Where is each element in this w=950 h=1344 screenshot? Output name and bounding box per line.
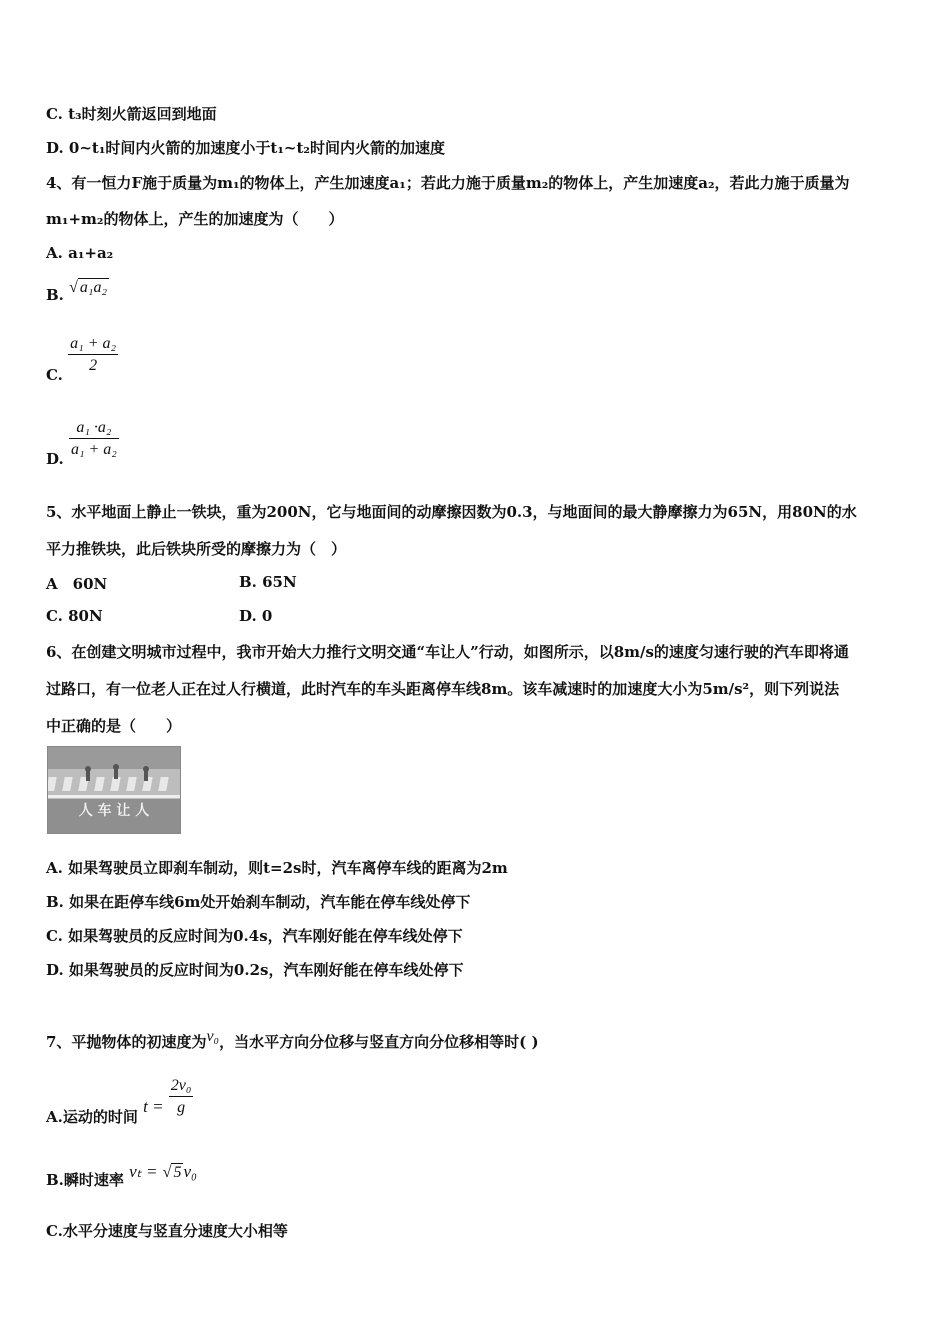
option-label: A. bbox=[46, 244, 63, 262]
option-value: a₁+a₂ bbox=[68, 244, 114, 262]
q6-stem-line3: 中正确的是（ ） bbox=[46, 717, 182, 735]
q7-option-a bbox=[46, 1076, 193, 1127]
q6-option-a: A. 如果驾驶员立即刹车制动，则t=2s时，汽车离停车线的距离为2m bbox=[46, 859, 508, 877]
q5-stem-line1: 5、水平地面上静止一铁块，重为200N，它与地面间的动摩擦因数为0.3，与地面间的最大静摩擦力为65N，用80N的水 bbox=[46, 503, 857, 521]
option-text: B.瞬时速率 bbox=[46, 1171, 124, 1189]
fraction bbox=[169, 1076, 194, 1119]
q6-option-b: B. 如果在距停车线6m处开始刹车制动，汽车能在停车线处停下 bbox=[46, 893, 471, 911]
q7-stem bbox=[46, 1028, 539, 1052]
q7-option-b bbox=[46, 1162, 197, 1190]
numerator: a₁ ·a₂ bbox=[69, 418, 119, 439]
q3-option-c: C. t₃时刻火箭返回到地面 bbox=[46, 105, 217, 123]
stem-text: 7、平抛物体的初速度为 bbox=[46, 1033, 207, 1051]
numerator: a₁ + a₂ bbox=[68, 334, 118, 355]
initial-velocity-symbol: v₀ bbox=[206, 1028, 220, 1045]
denominator: 2 bbox=[89, 357, 98, 374]
denominator: g bbox=[177, 1099, 186, 1116]
equation-rhs: v₀ bbox=[183, 1162, 197, 1181]
q6-stem-line1: 6、在创建文明城市过程中，我市开始大力推行文明交通“车让人”行动，如图所示，以8m/s的速度匀速行驶的汽车即将通 bbox=[46, 643, 849, 661]
radicand: 5 bbox=[173, 1164, 182, 1181]
fraction bbox=[69, 418, 119, 461]
crosswalk-illustration bbox=[48, 747, 180, 833]
sqrt-expression: √ 5 bbox=[162, 1164, 182, 1181]
q4-option-d bbox=[46, 418, 119, 468]
option-label: B. bbox=[46, 286, 64, 304]
stem-text: ，当水平方向分位移与竖直方向分位移相等时( ) bbox=[219, 1033, 539, 1051]
equation-lhs: t = bbox=[143, 1097, 164, 1116]
q4-stem-line1: 4、有一恒力F施于质量为m₁的物体上，产生加速度a₁；若此力施于质量m₂的物体上，产生加速度a₂，若此力施于质量为 bbox=[46, 174, 850, 192]
option-label: C. bbox=[46, 366, 63, 384]
numerator: 2v₀ bbox=[169, 1076, 194, 1097]
q3-option-d: D. 0~t₁时间内火箭的加速度小于t₁~t₂时间内火箭的加速度 bbox=[46, 139, 445, 157]
q6-stem-line2: 过路口，有一位老人正在过人行横道，此时汽车的车头距离停车线8m。该车减速时的加速度大小为5m/s²，则下列说法 bbox=[46, 680, 840, 698]
option-label: D. bbox=[46, 450, 64, 468]
q7-option-c: C.水平分速度与竖直分速度大小相等 bbox=[46, 1222, 288, 1240]
road-marking-text: 人 车 让 人 bbox=[78, 803, 150, 819]
q4-option-b bbox=[46, 278, 109, 304]
q4-option-c bbox=[46, 334, 118, 384]
q5-option-a: A 60N bbox=[46, 575, 108, 593]
q5-option-c: C. 80N bbox=[46, 607, 103, 625]
q6-option-c: C. 如果驾驶员的反应时间为0.4s，汽车刚好能在停车线处停下 bbox=[46, 927, 463, 945]
equation-lhs: vₜ = bbox=[129, 1162, 158, 1181]
fraction bbox=[68, 334, 118, 377]
q5-option-b: B. 65N bbox=[239, 573, 297, 591]
q5-option-d: D. 0 bbox=[239, 607, 273, 625]
q5-stem-line2: 平力推铁块，此后铁块所受的摩擦力为（ ） bbox=[46, 540, 347, 558]
sqrt-expression: √ a₁a₂ bbox=[69, 279, 108, 296]
radicand: a₁a₂ bbox=[79, 279, 108, 296]
crosswalk-photo bbox=[47, 746, 181, 834]
q4-option-a bbox=[46, 244, 113, 262]
denominator: a₁ + a₂ bbox=[70, 441, 117, 458]
q6-option-d: D. 如果驾驶员的反应时间为0.2s，汽车刚好能在停车线处停下 bbox=[46, 961, 464, 979]
q4-stem-line2: m₁+m₂的物体上，产生的加速度为（ ） bbox=[46, 210, 344, 228]
option-text: A.运动的时间 bbox=[46, 1108, 138, 1126]
